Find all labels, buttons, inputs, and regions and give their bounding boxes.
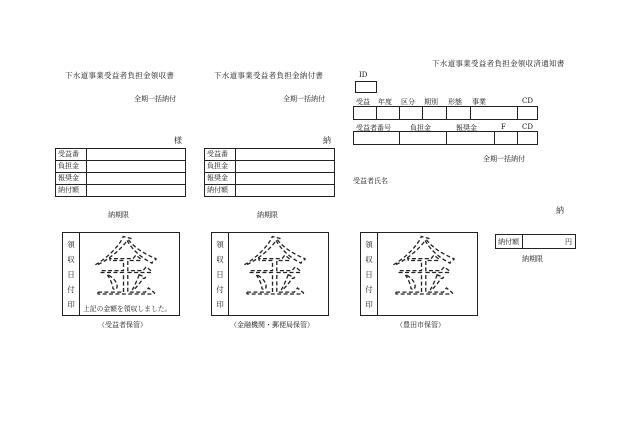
receipt-row-value — [87, 185, 186, 197]
notice-row2-box — [353, 131, 538, 145]
payment-row-label: 報奨金 — [205, 173, 236, 185]
notice-holder: （豊田市保管） — [396, 321, 445, 329]
payment-stamp-label: 領 収 日 付 印 — [212, 233, 229, 315]
notice-kin-stamp-icon — [391, 235, 457, 299]
notice-honorific: 納 — [556, 206, 564, 215]
receipt-honorific: 様 — [174, 136, 182, 145]
notice-stamp-box — [360, 232, 478, 316]
notice-deadline: 納期限 — [522, 255, 543, 263]
receipt-row-label: 報奨金 — [56, 173, 87, 185]
payment-honorific: 納 — [323, 136, 331, 145]
receipt-kin-stamp-icon — [93, 235, 159, 299]
notice-header1-3: 期別 — [424, 98, 438, 106]
notice-header1-4: 形態 — [448, 98, 462, 106]
payment-row-label: 納付額 — [205, 185, 236, 197]
notice-amount-box — [495, 234, 576, 249]
notice-row1-box — [353, 106, 538, 120]
receipt-row-label: 受益番 — [56, 149, 87, 161]
payment-row-label: 負担金 — [205, 161, 236, 173]
payment-row-value — [236, 161, 335, 173]
receipt-row-value — [87, 173, 186, 185]
notice-name-label: 受益者氏名 — [353, 177, 388, 185]
payment-deadline: 納期限 — [257, 211, 278, 219]
payment-kin-stamp-icon — [242, 235, 308, 299]
payment-payment-type: 全期一括納付 — [283, 95, 325, 103]
payment-stamp-box — [211, 232, 329, 316]
notice-header2-4: CD — [522, 123, 533, 131]
notice-id-label: ID — [359, 71, 368, 79]
receipt-stamp-label: 領 収 日 付 印 — [63, 233, 80, 315]
payment-row-value — [236, 149, 335, 161]
receipt-table — [55, 148, 186, 197]
notice-header2-2: 報奨金 — [456, 124, 477, 132]
notice-header2-1: 負担金 — [410, 124, 431, 132]
payment-holder: （金融機関・郵便局保管） — [230, 321, 314, 329]
svg-text:金: 金 — [243, 235, 307, 299]
payment-row-label: 受益番 — [205, 149, 236, 161]
notice-payment-type: 全期一括納付 — [483, 155, 525, 163]
receipt-stamp-box — [62, 232, 180, 316]
payment-table — [204, 148, 335, 197]
notice-amount-label: 納付額 — [498, 238, 519, 246]
payment-title: 下水道事業受益者負担金納付書 — [214, 71, 324, 80]
svg-text:金: 金 — [94, 235, 158, 299]
notice-header2-0: 受益者番号 — [356, 124, 391, 132]
receipt-row-label: 負担金 — [56, 161, 87, 173]
notice-id-box — [355, 81, 377, 93]
notice-header1-0: 受益 — [356, 98, 370, 106]
notice-stamp-label: 領 収 日 付 印 — [361, 233, 378, 315]
notice-title: 下水道事業受益者負担金領収済通知書 — [432, 59, 565, 68]
receipt-holder: （受益者保管） — [98, 321, 147, 329]
notice-header1-2: 区分 — [401, 98, 415, 106]
payment-row-value — [236, 173, 335, 185]
notice-header2-3: F — [501, 123, 506, 131]
notice-header1-1: 年度 — [378, 98, 392, 106]
svg-text:金: 金 — [392, 235, 456, 299]
receipt-stamp-note: 上記の金額を領収しました。 — [83, 305, 172, 313]
payment-row-value — [236, 185, 335, 197]
receipt-row-value — [87, 149, 186, 161]
receipt-row-label: 納付額 — [56, 185, 87, 197]
notice-amount-unit: 円 — [565, 238, 572, 246]
receipt-row-value — [87, 161, 186, 173]
notice-header1-5: 事業 — [472, 98, 486, 106]
notice-header1-6: CD — [522, 97, 533, 105]
receipt-title: 下水道事業受益者負担金領収書 — [65, 71, 175, 80]
receipt-payment-type: 全期一括納付 — [134, 95, 176, 103]
receipt-deadline: 納期限 — [108, 211, 129, 219]
